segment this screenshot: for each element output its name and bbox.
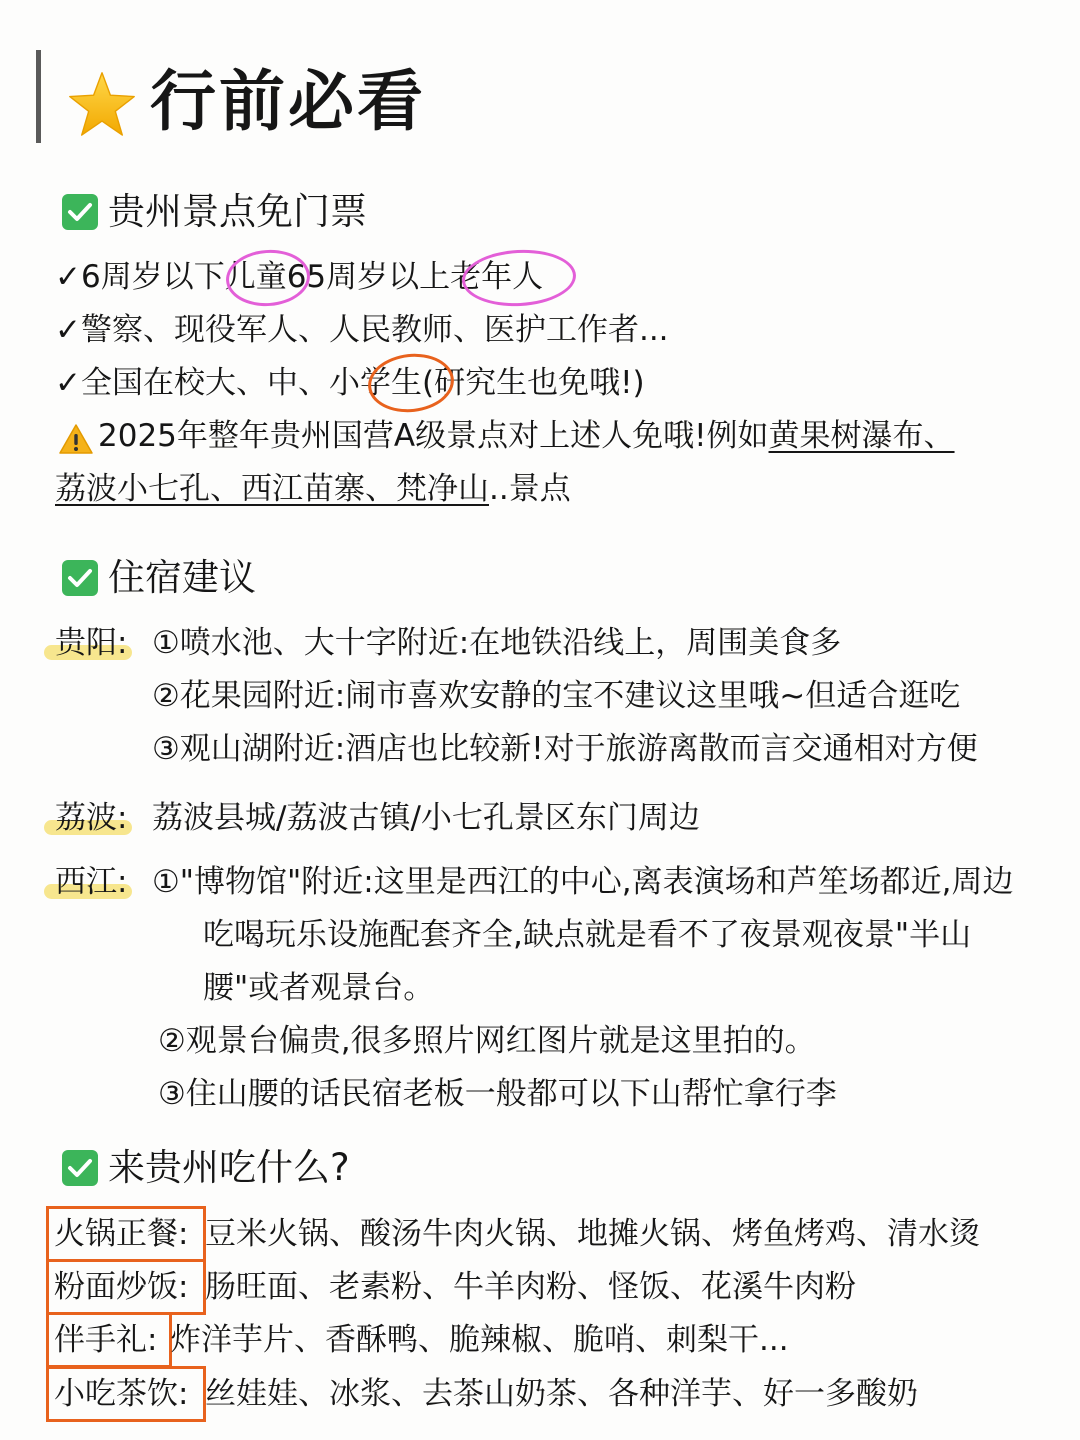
xijiang-line-1: ①"博物馆"附近:这里是西江的中心,离表演场和芦笙场都近,周边 xyxy=(152,864,1014,900)
xijiang-line-1-cont: 腰"或者观景台。 xyxy=(203,970,435,1006)
food-label: 粉面炒饭: xyxy=(54,1269,189,1305)
city-label-guiyang: 贵阳: xyxy=(55,625,128,661)
ticket-line-1: ✓6周岁以下儿童65周岁以上老年人 xyxy=(55,259,544,295)
city-label-xijiang: 西江: xyxy=(55,864,128,900)
food-list: 肠旺面、老素粉、牛羊肉粉、怪饭、花溪牛肉粉 xyxy=(205,1269,856,1305)
checkbox-icon xyxy=(62,1150,98,1186)
ticket-note-suffix: ..景点 xyxy=(489,471,571,507)
ticket-line-2: ✓警察、现役军人、人民教师、医护工作者... xyxy=(55,312,669,348)
checkbox-icon xyxy=(62,194,98,230)
food-list: 丝娃娃、冰浆、去茶山奶茶、各种洋芋、好一多酸奶 xyxy=(205,1376,918,1412)
food-label: 小吃茶饮: xyxy=(54,1376,189,1412)
food-label: 火锅正餐: xyxy=(54,1216,189,1252)
ticket-note-cont xyxy=(55,469,571,509)
ticket-note-prefix: 2025年整年贵州国营A级景点对上述人免哦!例如 xyxy=(98,418,769,454)
ticket-note-link: 荔波小七孔、西江苗寨、梵净山 xyxy=(55,471,489,507)
warning-icon xyxy=(58,423,94,455)
title-accent-bar xyxy=(36,50,41,143)
ticket-note xyxy=(98,416,955,456)
annotation-circle xyxy=(365,350,457,417)
food-list: 炸洋芋片、香酥鸭、脆辣椒、脆哨、刺梨干... xyxy=(170,1322,789,1358)
xijiang-line-1-cont: 吃喝玩乐设施配套齐全,缺点就是看不了夜景观夜景"半山 xyxy=(203,917,972,953)
libo-line-1: 荔波县城/荔波古镇/小七孔景区东门周边 xyxy=(152,800,700,836)
ticket-line-3: ✓全国在校大、中、小学生(研究生也免哦!) xyxy=(55,365,645,401)
ticket-note-link: 黄果树瀑布、 xyxy=(768,418,955,454)
guiyang-line-2: ②花果园附近:闹市喜欢安静的宝不建议这里哦~但适合逛吃 xyxy=(152,678,961,714)
checkbox-icon xyxy=(62,560,98,596)
section-heading-lodging: 住宿建议 xyxy=(108,556,256,599)
food-list: 豆米火锅、酸汤牛肉火锅、地摊火锅、烤鱼烤鸡、清水烫 xyxy=(205,1216,980,1252)
city-label-libo: 荔波: xyxy=(55,800,128,836)
section-heading-food: 来贵州吃什么? xyxy=(108,1146,350,1189)
guiyang-line-1: ①喷水池、大十字附近:在地铁沿线上，周围美食多 xyxy=(152,625,842,661)
page-title: 行前必看 xyxy=(150,63,426,140)
section-heading-tickets: 贵州景点免门票 xyxy=(108,190,367,233)
star-icon xyxy=(66,70,138,140)
food-label: 伴手礼: xyxy=(54,1322,158,1358)
xijiang-line-2: ②观景台偏贵,很多照片网红图片就是这里拍的。 xyxy=(158,1023,816,1059)
xijiang-line-3: ③住山腰的话民宿老板一般都可以下山帮忙拿行李 xyxy=(158,1076,837,1112)
guiyang-line-3: ③观山湖附近:酒店也比较新!对于旅游离散而言交通相对方便 xyxy=(152,731,978,767)
